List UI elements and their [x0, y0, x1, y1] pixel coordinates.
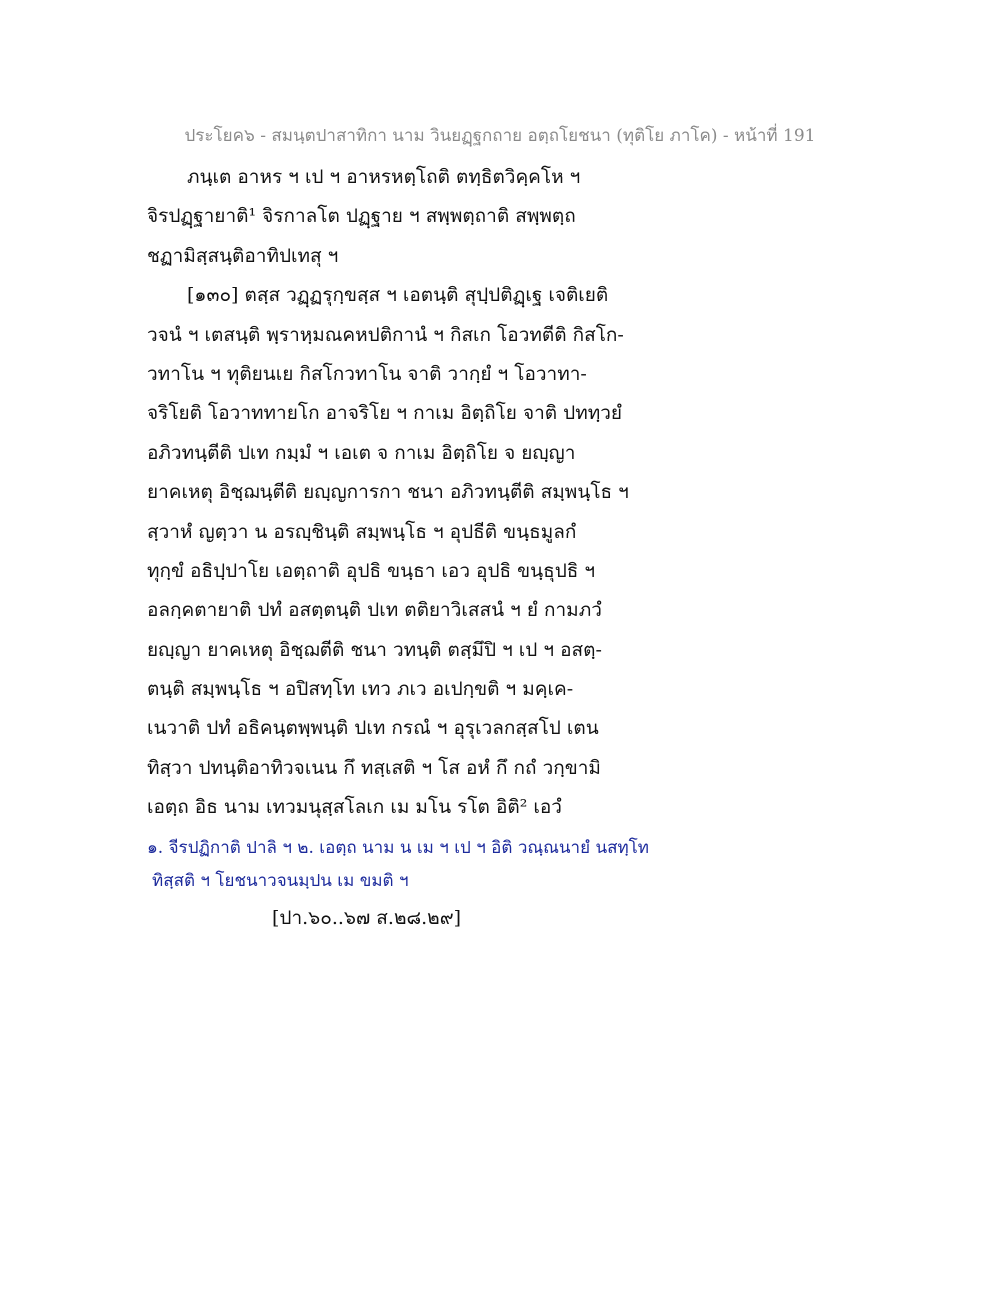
body-line: ทุกฺขํ อธิปฺปาโย เอตฺถาติ อุปธิ ขนฺธา เอว อุปธิ ขนฺธุปธิ ฯ: [147, 559, 596, 582]
paragraph-start-line: [๑๓๐] ตสฺส วฏฺฏรุกฺขสฺส ฯ เอตนฺติ สุปฺปติฏฺเฐ เจติเยติ: [187, 284, 609, 307]
page-reference: [ปา.๖๐..๖๗ ส.๒๘.๒๙]: [272, 907, 462, 929]
running-header: ประโยค๖ - สมนฺตปาสาทิกา นาม วินยฏฺฐกถาย อตฺถโยชนา (ทุติโย ภาโค) - หน้าที่ 191: [184, 126, 816, 146]
body-line: เอตฺถ อิธ นาม เทวมนุสฺสโลเก เม มโน รโต อิติ² เอวํ: [147, 796, 562, 819]
body-line: ภนฺเต อาหร ฯ เป ฯ อาหรหตฺโถติ ตทฺธิตวิคฺคโห ฯ: [187, 166, 581, 188]
footnote-line: ๑. จีรปฏิกาติ ปาลิ ฯ ๒. เอตฺถ นาม น เม ฯ เป ฯ อิติ วณฺณนายํ นสทฺโท: [147, 838, 649, 858]
body-line: เนวาติ ปทํ อธิคนฺตพฺพนฺติ ปเท กรณํ ฯ อุรุเวลกสฺสโป เตน: [147, 717, 599, 740]
footnotes: [147, 832, 867, 898]
body-line: ตนฺติ สมฺพนฺโธ ฯ อปิสทฺโท เทว ภเว อเปกฺขติ ฯ มคฺเค-: [147, 678, 574, 701]
body-line: วทาโน ฯ ทุติยนเย กิสโกวทาโน จาติ วากฺยํ ฯ โอวาทา-: [147, 362, 587, 385]
body-line: จริโยติ โอวาททายโก อาจริโย ฯ กาเม อิตฺถิโย จาติ ปททฺวยํ: [147, 402, 623, 425]
body-line: ทิสฺวา ปทนฺติอาทิวจเนน กึ ทสฺเสติ ฯ โส อหํ กึ กถํ วกฺขามิ: [147, 756, 601, 779]
body-line: ชฏามิสฺสนฺติอาทิปเทสุ ฯ: [147, 244, 339, 267]
body-line: ยาคเหตุ อิชฺฌนฺตีติ ยญฺญการกา ชนา อภิวทนฺตีติ สมฺพนฺโธ ฯ: [147, 481, 629, 504]
body-line: อภิวทนฺตีติ ปเท กมฺมํ ฯ เอเต จ กาเม อิตฺถิโย จ ยญฺญา: [147, 441, 576, 464]
body-line: อลกฺคตายาติ ปทํ อสตฺตนฺติ ปเท ตติยาวิเสสนํ ฯ ยํ กามภวํ: [147, 599, 602, 622]
body-line: สฺวาหํ ญตฺวา น อรญฺชินฺติ สมฺพนฺโธ ฯ อุปธีติ ขนฺธมูลกํ: [147, 520, 577, 543]
body-line: วจนํ ฯ เตสนฺติ พฺราหฺมณคหปติกานํ ฯ กิสเก โอวทตีติ กิสโก-: [147, 323, 624, 346]
body-line: จิรปฏฺฐายาติ¹ จิรกาลโต ปฏฺฐาย ฯ สพฺพตฺถาติ สพฺพตฺถ: [147, 205, 576, 228]
body-line: ยญฺญา ยาคเหตุ อิชฺฌตีติ ชนา วทนฺติ ตสฺมึปิ ฯ เป ฯ อสตฺ-: [147, 638, 602, 661]
footnote-line: ทิสฺสติ ฯ โยชนาวจนมฺปน เม ขมติ ฯ: [152, 871, 409, 891]
body-text: [147, 158, 867, 828]
